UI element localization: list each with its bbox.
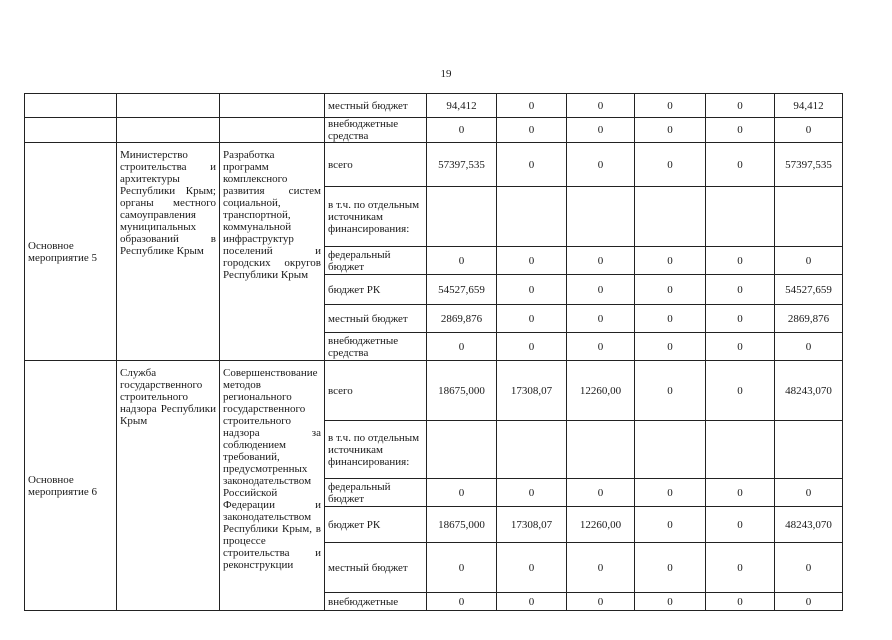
value-cell: 0 [567, 593, 635, 611]
source-cell: федеральный бюджет [325, 247, 427, 275]
source-cell: внебюджетные средства [325, 333, 427, 361]
value-cell: 0 [427, 333, 497, 361]
value-cell: 0 [706, 143, 775, 187]
value-cell: 0 [567, 94, 635, 118]
measure-title: Основное мероприятие 5 [25, 143, 117, 361]
value-cell: 0 [635, 275, 706, 305]
empty-cell [220, 118, 325, 143]
executor-cell: Министерство строительства и архитектуры Республики Крым; органы местного самоуправления муниципальных образований в Республике Крым [117, 143, 220, 361]
value-cell: 0 [497, 479, 567, 507]
value-cell: 0 [427, 118, 497, 143]
value-cell: 0 [497, 247, 567, 275]
value-cell: 48243,070 [775, 507, 843, 543]
value-cell: 0 [497, 305, 567, 333]
table-row [25, 143, 843, 187]
empty-cell [117, 94, 220, 118]
empty-cell [25, 94, 117, 118]
empty-cell [220, 94, 325, 118]
value-cell: 0 [567, 118, 635, 143]
event-description: Совершенствование методов регионального государственного строительного надзора за соблюдением требований, предусмотренных законодательством Российской Федерации и законодательством Республики Крым, в процессе строительства и реконструкции [220, 361, 325, 611]
value-cell: 54527,659 [775, 275, 843, 305]
value-cell: 0 [706, 479, 775, 507]
value-cell: 0 [497, 275, 567, 305]
value-cell: 94,412 [775, 94, 843, 118]
value-cell [635, 421, 706, 479]
value-cell: 0 [775, 479, 843, 507]
value-cell [427, 187, 497, 247]
value-cell: 0 [706, 507, 775, 543]
value-cell: 17308,07 [497, 507, 567, 543]
value-cell: 0 [497, 118, 567, 143]
executor-cell: Служба государственного строительного надзора Республики Крым [117, 361, 220, 611]
page-number: 19 [440, 68, 452, 80]
value-cell: 0 [635, 543, 706, 593]
value-cell: 0 [775, 333, 843, 361]
value-cell: 0 [497, 94, 567, 118]
value-cell: 0 [497, 593, 567, 611]
value-cell [567, 421, 635, 479]
value-cell: 0 [775, 593, 843, 611]
table-row [25, 94, 843, 118]
source-cell: местный бюджет [325, 94, 427, 118]
value-cell [567, 187, 635, 247]
source-cell: местный бюджет [325, 543, 427, 593]
value-cell: 0 [635, 333, 706, 361]
source-cell: федеральный бюджет [325, 479, 427, 507]
table-row [25, 118, 843, 143]
value-cell: 0 [497, 333, 567, 361]
source-cell: местный бюджет [325, 305, 427, 333]
value-cell: 0 [635, 305, 706, 333]
value-cell: 0 [567, 275, 635, 305]
value-cell: 0 [427, 543, 497, 593]
source-cell: всего [325, 143, 427, 187]
value-cell: 57397,535 [427, 143, 497, 187]
value-cell: 0 [567, 305, 635, 333]
source-cell: внебюджетные [325, 593, 427, 611]
value-cell: 0 [706, 118, 775, 143]
value-cell: 17308,07 [497, 361, 567, 421]
value-cell: 0 [775, 118, 843, 143]
value-cell [427, 421, 497, 479]
value-cell: 12260,00 [567, 361, 635, 421]
value-cell: 0 [706, 275, 775, 305]
source-cell: бюджет РК [325, 275, 427, 305]
value-cell [706, 187, 775, 247]
value-cell: 0 [567, 143, 635, 187]
value-cell: 0 [635, 143, 706, 187]
value-cell: 0 [635, 479, 706, 507]
value-cell: 0 [706, 333, 775, 361]
source-cell: бюджет РК [325, 507, 427, 543]
table-row [25, 361, 843, 421]
value-cell [775, 187, 843, 247]
value-cell: 0 [427, 479, 497, 507]
value-cell: 18675,000 [427, 361, 497, 421]
value-cell: 0 [635, 247, 706, 275]
value-cell [497, 421, 567, 479]
empty-cell [25, 118, 117, 143]
financing-table [24, 93, 843, 611]
source-cell: в т.ч. по отдельным источникам финансирования: [325, 421, 427, 479]
value-cell: 0 [706, 593, 775, 611]
value-cell: 18675,000 [427, 507, 497, 543]
value-cell: 12260,00 [567, 507, 635, 543]
value-cell: 0 [427, 593, 497, 611]
value-cell [775, 421, 843, 479]
source-cell: в т.ч. по отдельным источникам финансирования: [325, 187, 427, 247]
value-cell: 54527,659 [427, 275, 497, 305]
empty-cell [117, 118, 220, 143]
value-cell: 0 [635, 118, 706, 143]
value-cell [706, 421, 775, 479]
value-cell: 0 [706, 305, 775, 333]
value-cell: 0 [635, 94, 706, 118]
value-cell: 0 [706, 94, 775, 118]
source-cell: всего [325, 361, 427, 421]
value-cell: 2869,876 [775, 305, 843, 333]
value-cell [635, 187, 706, 247]
value-cell: 0 [497, 543, 567, 593]
value-cell: 2869,876 [427, 305, 497, 333]
value-cell: 57397,535 [775, 143, 843, 187]
value-cell: 48243,070 [775, 361, 843, 421]
value-cell: 0 [775, 543, 843, 593]
value-cell: 0 [635, 507, 706, 543]
value-cell: 0 [567, 479, 635, 507]
value-cell: 0 [567, 247, 635, 275]
value-cell: 0 [706, 361, 775, 421]
value-cell: 0 [775, 247, 843, 275]
source-cell: внебюджетные средства [325, 118, 427, 143]
value-cell: 0 [706, 247, 775, 275]
value-cell: 94,412 [427, 94, 497, 118]
value-cell: 0 [706, 543, 775, 593]
value-cell: 0 [635, 593, 706, 611]
value-cell: 0 [567, 543, 635, 593]
value-cell: 0 [427, 247, 497, 275]
value-cell: 0 [497, 143, 567, 187]
event-description: Разработка программ комплексного развития систем социальной, транспортной, коммунальной инфраструктур поселений и городских округов Республики Крым [220, 143, 325, 361]
value-cell: 0 [635, 361, 706, 421]
measure-title: Основное мероприятие 6 [25, 361, 117, 611]
value-cell [497, 187, 567, 247]
value-cell: 0 [567, 333, 635, 361]
